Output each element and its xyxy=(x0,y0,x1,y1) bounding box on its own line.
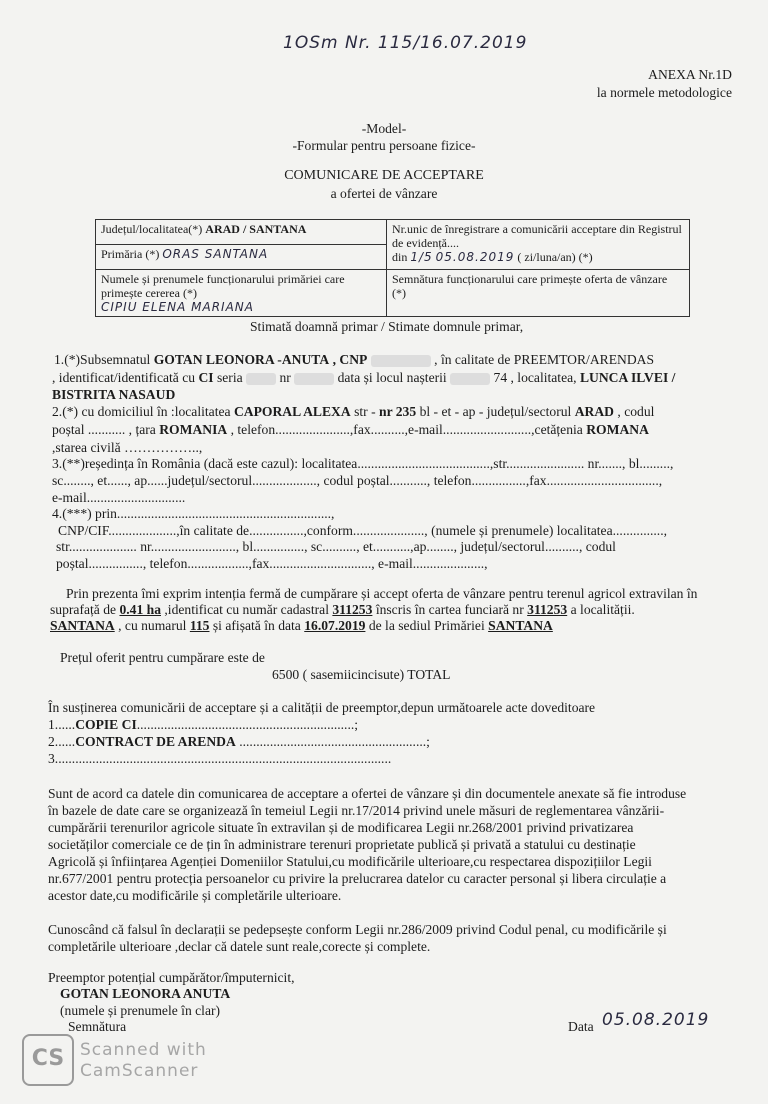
handwritten-registration-number: 1OSm Nr. 115/16.07.2019 xyxy=(283,33,528,53)
camscanner-watermark: Scanned with CamScanner xyxy=(80,1040,207,1081)
birth-place: LUNCA ILVEI / xyxy=(579,370,676,385)
consent-line-1: Sunt de acord ca datele din comunicarea de acceptare a ofertei de vânzare și din documentele anexate să fie introduse xyxy=(48,786,687,801)
proxy-line-1: 4.(***) prin..............................................................., xyxy=(52,506,335,521)
county-value: ARAD / SANTANA xyxy=(205,222,307,236)
model-label: -Model- xyxy=(361,121,407,136)
registration-number-value: 1/5 xyxy=(410,250,433,264)
camscanner-logo: CS xyxy=(22,1034,74,1086)
date-label: Data xyxy=(568,1019,594,1034)
proxy-line-2: CNP/CIF....................,în calitate de................,conform....................., (numele și prenumele) localitatea..............., xyxy=(58,523,668,538)
land-area: 0.41 ha xyxy=(119,602,161,617)
page-title: COMUNICARE DE ACCEPTARE xyxy=(284,168,484,183)
residence-line-3: e-mail............................. xyxy=(52,490,186,505)
intent-line-1: Prin prezenta îmi exprim intenția fermă de cumpărare și accept oferta de vânzare pentru terenul agricol extravilan în xyxy=(66,586,698,601)
intent-line-3: SANTANA , cu numarul 115 și afișată în data 16.07.2019 de la sediul Primăriei SANTANA xyxy=(50,618,553,633)
applicant-line-3: BISTRITA NASAUD xyxy=(52,387,176,402)
date-value: 05.08.2019 xyxy=(602,1010,710,1030)
consent-line-2: în bazele de date care se organizează în temeiul Legii nr.17/2014 privind unele măsuri de reglementarea vânzării- xyxy=(48,803,665,818)
redacted-cnp xyxy=(371,355,431,367)
falsity-line-1: Cunoscând că falsul în declarații se pedepsește conform Legii nr.286/2009 privind Codul penal, cu modificările și xyxy=(48,922,667,937)
locality: SANTANA xyxy=(50,618,115,633)
posting-date: 16.07.2019 xyxy=(304,618,366,633)
price-label: Prețul oferit pentru cumpărare este de xyxy=(60,650,265,665)
proxy-line-4: poștal................, telefon..................,fax.............................., e-mail....................., xyxy=(56,556,488,571)
documents-intro: În susținerea comunicării de acceptare și a calității de preemptor,depun următoarele acte doveditoare xyxy=(48,700,596,715)
form-type: -Formular pentru persoane fizice- xyxy=(292,138,476,153)
document-item-2: 2......CONTRACT DE ARENDA .......................................................; xyxy=(48,734,430,749)
land-book-number: 311253 xyxy=(527,602,568,617)
domicile-locality: CAPORAL ALEXA xyxy=(233,404,351,419)
citizenship: ROMANA xyxy=(586,422,649,437)
city-hall: SANTANA xyxy=(488,618,553,633)
domicile-line-3: ,starea civilă …………….., xyxy=(52,440,203,455)
residence-line-1: 3.(**)reședința în România (dacă este cazul): localitatea.......................................,str....................... nr......., bl........., xyxy=(52,456,674,471)
county-cell: Județul/localitatea(*) ARAD / SANTANA xyxy=(96,220,387,245)
applicant-line-1: 1.(*)Subsemnatul GOTAN LEONORA -ANUTA , CNP , în calitate de PREEMTOR/ARENDAS xyxy=(54,352,655,367)
signature-cell: Semnătura funcționarului care primește oferta de vânzare (*) xyxy=(387,270,690,317)
document-item-3: 3................................................................................................... xyxy=(48,751,392,766)
price-value: 6500 ( sasemiicincisute) TOTAL xyxy=(272,667,451,682)
country: ROMANIA xyxy=(159,422,228,437)
registration-table xyxy=(95,219,690,317)
consent-line-6: nr.677/2001 pentru protecția persoanelor cu privire la prelucrarea datelor cu caracter personal și libera circulație a xyxy=(48,871,667,886)
residence-line-2: sc........, et......, ap......județul/sectorul..................., codul poștal..........., telefon................,fax................................., xyxy=(52,473,663,488)
signer-name: GOTAN LEONORA ANUTA xyxy=(60,986,231,1001)
page-subtitle: a ofertei de vânzare xyxy=(330,186,438,201)
registration-date-value: 05.08.2019 xyxy=(435,250,515,264)
consent-line-5: Agricolă și înființarea Agenției Domeniilor Statului,cu modificările ulterioare,cu respectarea dispozițiilor Legii xyxy=(48,854,652,869)
domicile-line-1: 2.(*) cu domiciliul în :localitatea CAPORAL ALEXA str - nr 235 bl - et - ap - județul/sectorul ARAD , codul xyxy=(52,404,655,419)
consent-line-7: acestor date,cu modificările și completările ulterioare. xyxy=(48,888,342,903)
domicile-line-2: poștal ........... , țara ROMANIA , telefon......................,fax..........,e-mail..........................,cetățenia ROMANA xyxy=(52,422,649,437)
official-cell: Numele și prenumele funcționarului primăriei care primește cererea (*) CIPIU ELENA MARIANA xyxy=(96,270,387,317)
redacted-series xyxy=(246,373,276,385)
applicant-line-2: , identificat/identificată cu CI seria nr data și locul nașterii 74 , localitatea, LUNCA ILVEI / xyxy=(52,370,676,385)
signer-role: Preemptor potențial cumpărător/împuternicit, xyxy=(48,970,295,985)
offer-number: 115 xyxy=(189,618,210,633)
applicant-name: GOTAN LEONORA -ANUTA xyxy=(153,352,330,367)
falsity-line-2: completările ulterioare ,declar că datele sunt reale,corecte și complete. xyxy=(48,939,431,954)
cadastral-number: 311253 xyxy=(332,602,373,617)
annex-subtitle: la normele metodologice xyxy=(596,85,732,100)
document-item-1: 1......COPIE CI................................................................; xyxy=(48,717,359,732)
redacted-birth xyxy=(450,373,490,385)
signature-label: Semnătura xyxy=(68,1019,127,1034)
redacted-number xyxy=(294,373,334,385)
domicile-county: ARAD xyxy=(574,404,614,419)
official-name-value: CIPIU ELENA MARIANA xyxy=(101,300,254,314)
registration-number-cell: Nr.unic de înregistrare a comunicării acceptare din Registrul de evidență.... din 1/5 05.08.2019 ( zi/luna/an) (*) xyxy=(387,220,690,270)
signer-name-hint: (numele și prenumele în clar) xyxy=(60,1003,221,1018)
greeting: Stimată doamnă primar / Stimate domnule primar, xyxy=(250,319,524,334)
annex-label: ANEXA Nr.1D xyxy=(648,67,732,82)
primaria-cell: Primăria (*) ORAS SANTANA xyxy=(96,245,387,270)
consent-line-3: cumpărării terenurilor agricole situate în extravilan și de modificarea Legii nr.268/2001 privind privatizarea xyxy=(48,820,634,835)
proxy-line-3: str.................... nr........................., bl..............., sc.........., et...........,ap........, județul/sectorul.........., codul xyxy=(56,539,616,554)
consent-line-4: societăților comerciale ce de țin în administrare terenuri proprietate publică și privată a statului cu destinație xyxy=(48,837,636,852)
intent-line-2: suprafață de 0.41 ha ,identificat cu număr cadastral 311253 înscris în cartea funciară nr 311253 a localității. xyxy=(50,602,635,617)
primaria-value: ORAS SANTANA xyxy=(162,247,269,261)
